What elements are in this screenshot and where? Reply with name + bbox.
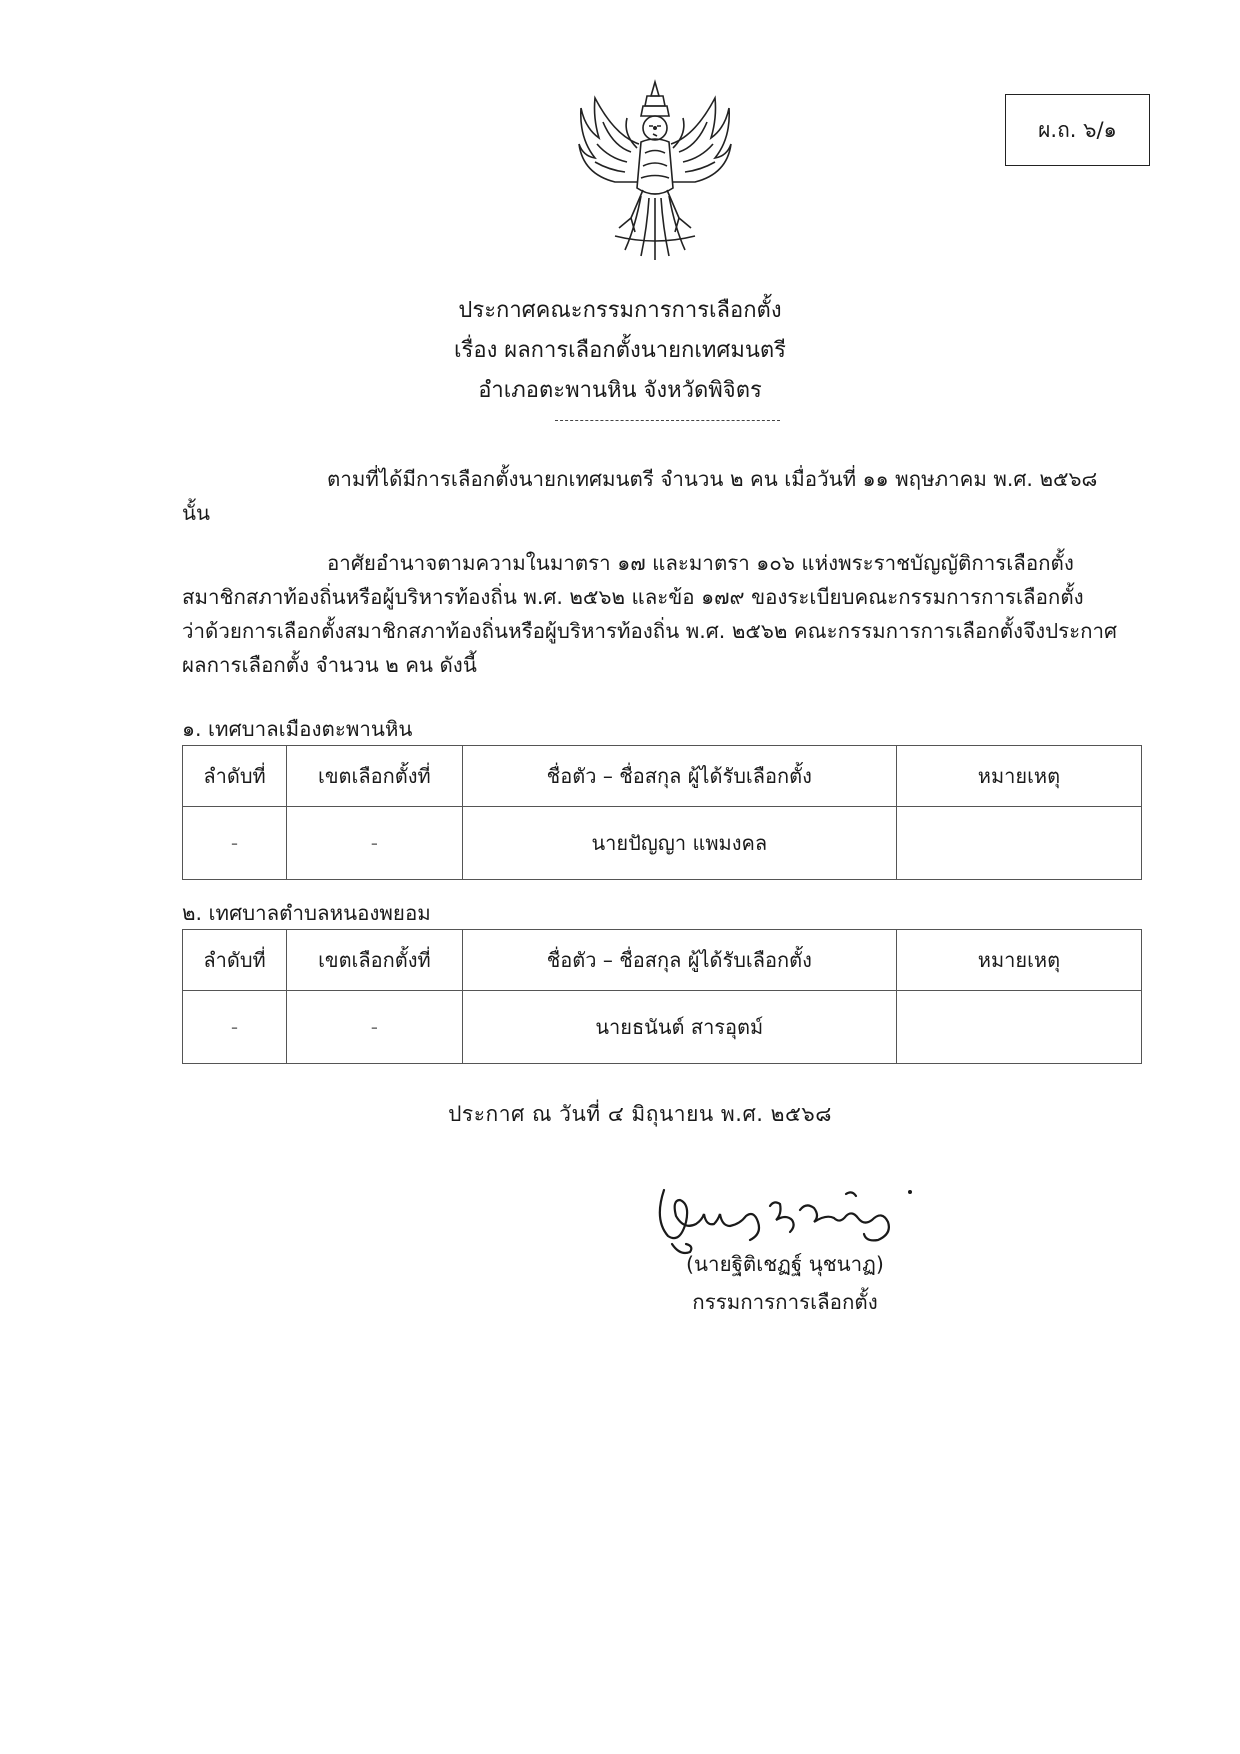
form-code: ผ.ถ. ๖/๑ — [1038, 117, 1117, 142]
announcement-date: ประกาศ ณ วันที่ ๔ มิถุนายน พ.ศ. ๒๕๖๘ — [448, 1102, 832, 1126]
paragraph-2-line-4: ผลการเลือกตั้ง จำนวน ๒ คน ดังนี้ — [182, 653, 477, 677]
cell-order: - — [183, 991, 287, 1064]
cell-note — [896, 991, 1141, 1064]
cell-order: - — [183, 807, 287, 880]
result-table-1 — [182, 745, 1142, 880]
paragraph-2-line-1: อาศัยอำนาจตามความในมาตรา ๑๗ และมาตรา ๑๐๖ แห่งพระราชบัญญัติการเลือกตั้ง — [327, 551, 1074, 575]
paragraph-election-date — [182, 462, 1142, 530]
header-divider — [555, 420, 780, 421]
signer-name: (นายฐิติเชฏฐ์ นุชนาฏ) — [686, 1252, 884, 1276]
table-header-row — [183, 746, 1142, 807]
header-order: ลำดับที่ — [183, 746, 287, 807]
announcement-header: ประกาศคณะกรรมการการเลือกตั้ง — [458, 298, 782, 323]
table-row — [183, 991, 1142, 1064]
table-row — [183, 807, 1142, 880]
cell-district: - — [287, 807, 463, 880]
paragraph-1-continuation: นั้น — [182, 501, 211, 525]
header-district: เขตเลือกตั้งที่ — [287, 930, 463, 991]
header-district: เขตเลือกตั้งที่ — [287, 746, 463, 807]
section-2-title: ๒. เทศบาลตำบลหนองพยอม — [182, 901, 431, 925]
form-code-box — [1005, 94, 1150, 166]
signer-position: กรรมการการเลือกตั้ง — [692, 1290, 878, 1314]
cell-note — [896, 807, 1141, 880]
header-name: ชื่อตัว – ชื่อสกุล ผู้ได้รับเลือกตั้ง — [462, 746, 896, 807]
announcement-location: อำเภอตะพานหิน จังหวัดพิจิตร — [478, 378, 762, 403]
header-note: หมายเหตุ — [896, 746, 1141, 807]
cell-district: - — [287, 991, 463, 1064]
table-header-row — [183, 930, 1142, 991]
paragraph-legal-basis — [182, 546, 1142, 682]
header-note: หมายเหตุ — [896, 930, 1141, 991]
header-order: ลำดับที่ — [183, 930, 287, 991]
section-1-title: ๑. เทศบาลเมืองตะพานหิน — [182, 717, 413, 741]
cell-elected-name: นายปัญญา แพมงคล — [462, 807, 896, 880]
cell-elected-name: นายธนันต์ สารอุตม์ — [462, 991, 896, 1064]
result-table-2 — [182, 929, 1142, 1064]
paragraph-1-text: ตามที่ได้มีการเลือกตั้งนายกเทศมนตรี จำนวน ๒ คน เมื่อวันที่ ๑๑ พฤษภาคม พ.ศ. ๒๕๖๘ — [327, 467, 1098, 491]
paragraph-2-line-2: สมาชิกสภาท้องถิ่นหรือผู้บริหารท้องถิ่น พ.ศ. ๒๕๖๒ และข้อ ๑๗๙ ของระเบียบคณะกรรมการการเลือกตั้ง — [182, 585, 1084, 609]
announcement-subject: เรื่อง ผลการเลือกตั้งนายกเทศมนตรี — [454, 338, 786, 363]
paragraph-2-line-3: ว่าด้วยการเลือกตั้งสมาชิกสภาท้องถิ่นหรือผู้บริหารท้องถิ่น พ.ศ. ๒๕๖๒ คณะกรรมการการเลือกตั้งจึงประกาศ — [182, 619, 1118, 643]
garuda-emblem-icon — [575, 78, 735, 263]
header-name: ชื่อตัว – ชื่อสกุล ผู้ได้รับเลือกตั้ง — [462, 930, 896, 991]
